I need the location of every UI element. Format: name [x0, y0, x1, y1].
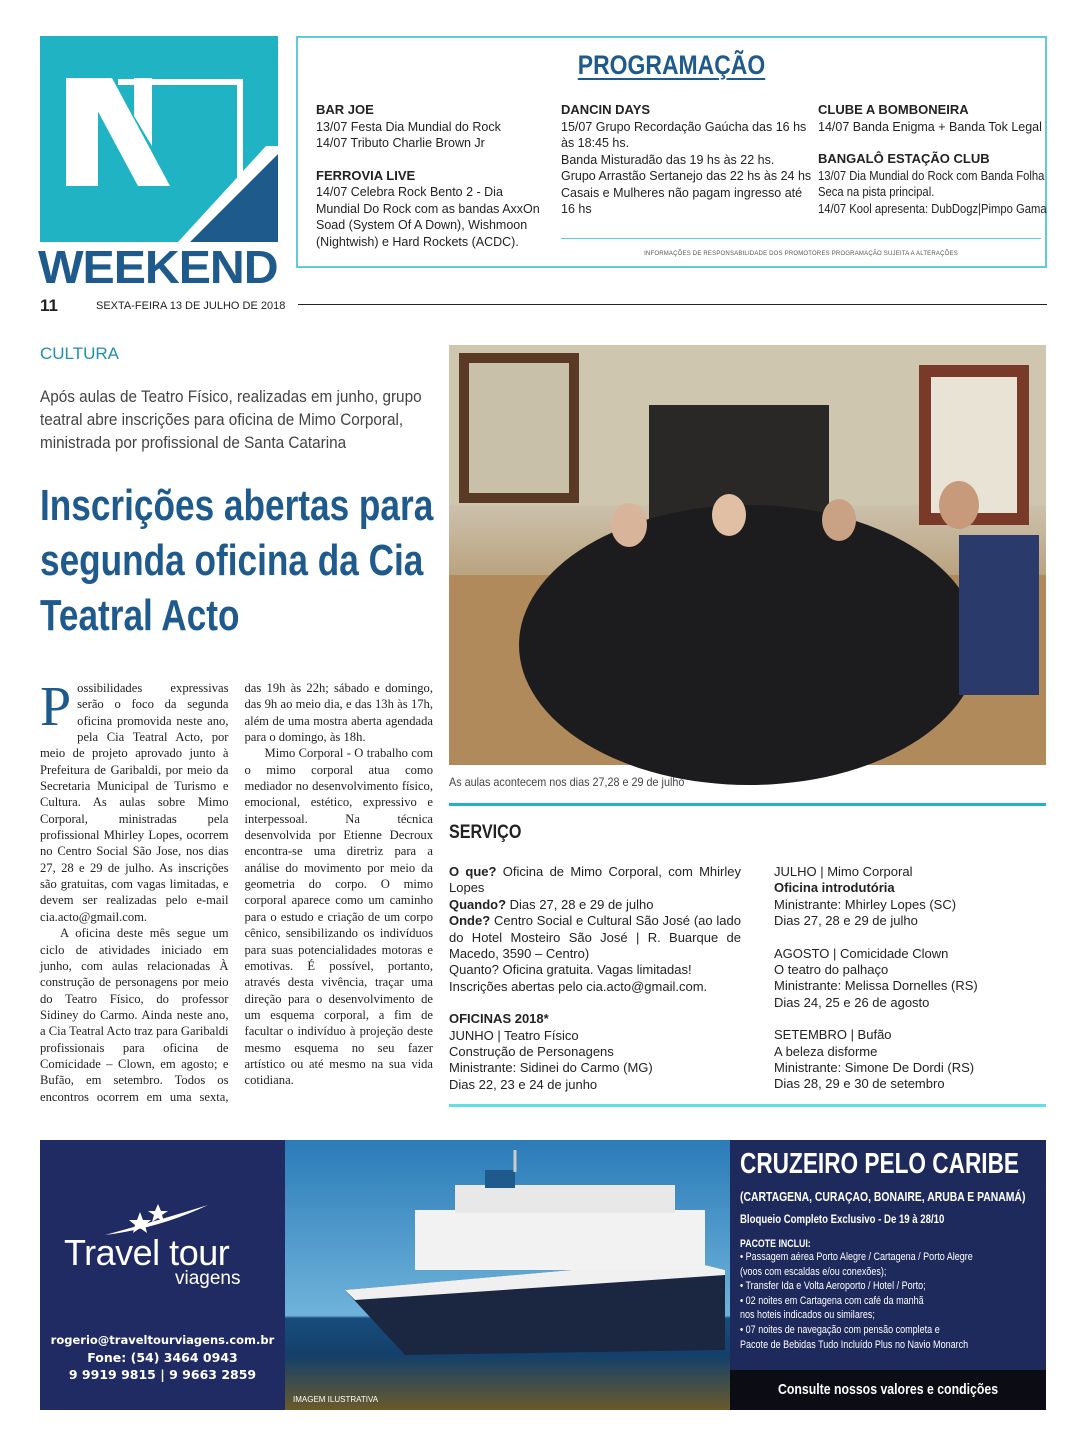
- page-number: 11: [40, 296, 58, 315]
- ad-block: Bloqueio Completo Exclusivo - De 19 à 28/10: [740, 1212, 945, 1226]
- ad-brand-sub: viagens: [175, 1268, 241, 1289]
- servico-bottom-rule: [449, 1104, 1046, 1107]
- servico-oficinas: [774, 864, 1046, 1093]
- article-photo: [449, 345, 1046, 765]
- programacao-title: PROGRAMAÇÃO: [577, 50, 766, 80]
- article-paragraph: A oficina deste mês segue um ciclo de atividades iniciado em junho, com aulas relacionadas À construção de personagens por meio do Teatro Físico, do professor Sidiney do Carmo. Ainda neste ano, a Cia Teatral Acto traz para Garibaldi profissionais para oficina de Comicidade – Clown, em agosto; e Bufão, em setembro. Todos os encontros ocorrem em uma sexta, das 19h às 22h; sábado e domingo, das 9h ao meio dia, e das 13h às 17h, além de uma mostra aberta agendada para o domingo, às 18h.: [40, 681, 433, 1104]
- oficina-teacher: Ministrante: Sidinei do Carmo (MG): [449, 1060, 653, 1076]
- drop-cap: P: [40, 676, 72, 738]
- package-line: • Transfer Ida e Volta Aeroporto / Hotel / Porto;: [740, 1280, 926, 1293]
- ad-brand-name: Travel tour: [64, 1232, 230, 1273]
- article-headline: Inscrições abertas para segunda oficina da Cia Teatral Acto: [40, 481, 434, 640]
- article-body: [40, 676, 433, 1110]
- package-line: • 07 noites de navegação com pensão completa e: [740, 1323, 940, 1336]
- venue-name: DANCIN DAYS: [561, 102, 651, 117]
- venue-name: CLUBE A BOMBONEIRA: [818, 102, 969, 117]
- programacao-note: INFORMAÇÕES DE RESPONSABILIDADE DOS PROMOTORES PROGRAMAÇÃO SUJEITA A ALTERAÇÕES: [644, 251, 958, 257]
- venue-line: Mundial Do Rock com as bandas AxxOn: [316, 201, 540, 216]
- oficina-month: SETEMBRO | Bufão: [774, 1027, 892, 1043]
- when-value: Dias 27, 28 e 29 de julho: [506, 896, 654, 912]
- oficina-subtitle: Construção de Personagens: [449, 1044, 614, 1060]
- cruise-ship-image: [285, 1140, 730, 1410]
- oficina-teacher: Ministrante: Simone De Dordi (RS): [774, 1060, 975, 1076]
- oficina-month: JUNHO | Teatro Físico: [449, 1027, 579, 1043]
- venue-name: FERROVIA LIVE: [316, 167, 416, 183]
- servico-info: [449, 864, 741, 1093]
- venue-line: 14/07 Celebra Rock Bento 2 - Dia: [316, 185, 503, 199]
- oficina-subtitle: Oficina introdutória: [774, 880, 895, 896]
- programacao-column-1: [316, 102, 540, 250]
- ad-title: CRUZEIRO PELO CARIBE: [740, 1148, 1019, 1180]
- when-label: Quando?: [449, 896, 507, 912]
- venue-line: 16 hs: [561, 202, 592, 216]
- package-line: • 02 noites em Cartagena com café da manhã: [740, 1294, 924, 1307]
- weekend-wordmark: WEEKEND: [38, 241, 278, 293]
- what-label: O que?: [449, 864, 497, 879]
- ad-brand-panel: [40, 1140, 285, 1410]
- ad-package-title: PACOTE INCLUI:: [740, 1238, 811, 1250]
- ad-destinations: (CARTAGENA, CURAÇAO, BONAIRE, ARUBA E PANAMÁ): [740, 1189, 1026, 1204]
- oficina-month: JULHO | Mimo Corporal: [774, 864, 913, 879]
- venue-line: Grupo Arrastão Sertanejo das 22 hs às 24 hs: [561, 169, 812, 183]
- travel-tour-ad: [40, 1140, 1046, 1438]
- where-label: Onde?: [449, 913, 491, 929]
- venue-name: BANGALÔ ESTAÇÃO CLUB: [818, 151, 990, 166]
- oficina-teacher: Ministrante: Melissa Dornelles (RS): [774, 978, 978, 994]
- photo-caption: As aulas acontecem nos dias 27,28 e 29 de julho: [449, 775, 685, 789]
- oficina-subtitle: O teatro do palhaço: [774, 962, 889, 978]
- oficinas-title: OFICINAS 2018*: [449, 1011, 549, 1027]
- venue-line: Seca na pista principal.: [818, 185, 935, 199]
- venue-line: Casais e Mulheres não pagam ingresso até: [561, 185, 803, 200]
- article-paragraph: Mimo Corporal - O trabalho com o mimo corporal atua como mediador no desenvolvimento físico, emocional, estético, expressivo e interpessoal. Na técnica desenvolvida por Etienne Decroux encontra-se uma diretriz para a análise do movimento por meio da geometria do corpo. O mimo corporal aparece como um caminho para o estudo e criação de um corpo cênico, sensibilizando os indivíduos para suas potencialidades motoras e emotivas. É possível, portanto, através desta vivência, traçar uma direção para o desenvolvimento de um esquema corporal, a fim de facultar o indivíduo à projeção deste mesmo esquema no seu fazer artístico ou até mesmo na sua vida cotidiana.: [244, 746, 433, 1088]
- package-line: nos hoteis indicados ou similares;: [740, 1309, 875, 1322]
- ad-phone: Fone: (54) 3464 0943: [87, 1350, 238, 1365]
- package-line: Pacote de Bebidas Tudo Incluído Plus no Navio Monarch: [740, 1338, 969, 1351]
- oficina-month: AGOSTO | Comicidade Clown: [774, 945, 949, 961]
- venue-line: 13/07 Festa Dia Mundial do Rock: [316, 119, 501, 134]
- ad-contacts: [40, 1332, 285, 1383]
- programacao-box: [296, 36, 1047, 268]
- oficina-subtitle: A beleza disforme: [774, 1043, 878, 1059]
- venue-line: (Nightwish) e Hard Rockets (ACDC).: [316, 234, 519, 249]
- oficina-dates: Dias 22, 23 e 24 de junho: [449, 1076, 598, 1092]
- where-value: Centro Social e Cultural São José (ao lado do Hotel Mosteiro São José | R. Buarque de Macedo, 3590 – Centro): [449, 913, 741, 962]
- ad-email: rogerio@traveltourviagens.com.br: [50, 1333, 275, 1347]
- article-lede: Após aulas de Teatro Físico, realizadas em junho, grupo teatral abre inscrições para oficina de Mimo Corporal, ministrada por profissional de Santa Catarina: [40, 387, 422, 452]
- venue-name: BAR JOE: [316, 102, 374, 117]
- package-line: • Passagem aérea Porto Alegre / Cartagena / Porto Alegre: [740, 1251, 973, 1263]
- venue-line: Soad (System Of A Down), Wishmoon: [316, 218, 528, 232]
- servico-top-rule: [449, 803, 1046, 806]
- oficina-teacher: Ministrante: Mhirley Lopes (SC): [774, 896, 957, 912]
- ad-offer-panel: [730, 1140, 1046, 1370]
- servico-title: SERVIÇO: [449, 822, 522, 843]
- article-paragraph: ossibilidades expressivas serão o foco da segunda oficina promovida neste ano, pela Cia Teatral Acto, por meio de projeto aprovado junto à Prefeitura de Garibaldi, por meio da Secretaria Municipal de Turismo e Cultura. As aulas sobre Mimo Corporal, ministradas pela profissional Mhirley Lopes, ocorrem no Centro Social São Jose, nos dias 27, 28 e 29 de julho. As inscrições são gratuitas, com vagas limitadas, e devem ser realizadas pelo e-mail cia.acto@gmail.com.: [40, 681, 229, 924]
- programacao-column-2: [561, 102, 811, 218]
- oficina-dates: Dias 24, 25 e 26 de agosto: [774, 994, 930, 1010]
- venue-line: 14/07 Banda Enigma + Banda Tok Legal: [818, 119, 1042, 134]
- venue-line: 14/07 Tributo Charlie Brown Jr: [316, 136, 485, 150]
- ad-cta-bar: [730, 1370, 1046, 1438]
- venue-line: 15/07 Grupo Recordação Gaúcha das 16 hs: [561, 119, 807, 134]
- ad-package-list: [740, 1250, 1036, 1352]
- ad-mobiles: 9 9919 9815 | 9 9663 2859: [68, 1367, 257, 1382]
- issue-date: SEXTA-FEIRA 13 DE JULHO DE 2018: [96, 300, 286, 312]
- venue-line: às 18:45 hs.: [561, 136, 630, 150]
- venue-line: 14/07 Kool apresenta: DubDogz|Pimpo Gama: [818, 201, 1047, 216]
- header-rule: [298, 304, 1047, 305]
- section-label: CULTURA: [40, 344, 120, 363]
- what-value: Oficina de Mimo Corporal, com Mhirley Lopes: [449, 864, 741, 896]
- nt-logo: [40, 36, 278, 242]
- signup-info: Inscrições abertas pelo cia.acto@gmail.com.: [449, 978, 708, 994]
- oficina-dates: Dias 28, 29 e 30 de setembro: [774, 1076, 945, 1092]
- package-line: (voos com escaldas e/ou conexões);: [740, 1265, 887, 1278]
- programacao-rule: [561, 238, 1041, 239]
- venue-line: 13/07 Dia Mundial do Rock com Banda Folha: [818, 168, 1045, 183]
- venue-line: Banda Misturadão das 19 hs às 22 hs.: [561, 152, 775, 167]
- oficina-dates: Dias 27, 28 e 29 de julho: [774, 913, 918, 929]
- programacao-column-3: [818, 102, 1072, 217]
- price-info: Quanto? Oficina gratuita. Vagas limitadas!: [449, 962, 692, 978]
- image-note: IMAGEM ILUSTRATIVA: [293, 1395, 379, 1404]
- ad-cta: Consulte nossos valores e condições especiais!!!: [777, 1381, 999, 1438]
